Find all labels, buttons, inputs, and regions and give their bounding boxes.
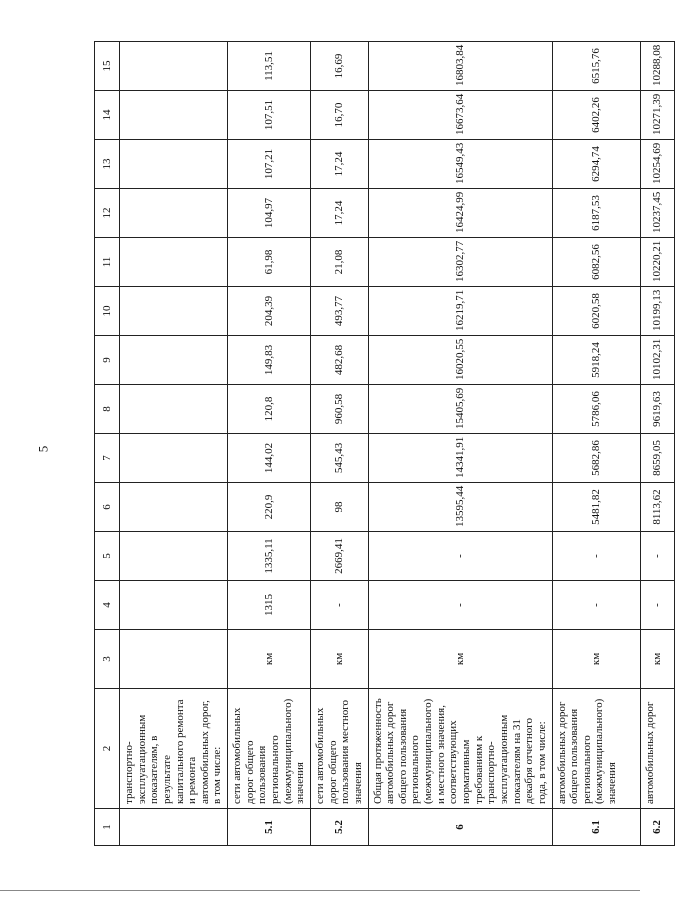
table-cell: 149,83 [228, 336, 311, 385]
table-cell: 5918,24 [552, 336, 640, 385]
column-header: 2 [95, 689, 120, 809]
table-cell [120, 532, 228, 581]
table-cell: 10271,39 [640, 91, 674, 140]
table-cell: км [228, 630, 311, 689]
table-cell [120, 483, 228, 532]
column-header: 10 [95, 287, 120, 336]
table-rotator [94, 42, 663, 846]
table-row [640, 42, 674, 846]
table-cell [120, 581, 228, 630]
table-row [368, 42, 552, 846]
table-row [310, 42, 368, 846]
row-description: Общая протяженность автомобильных дорог общего пользования регионального (межмуниципального) и местного значения, соответствующих нормативным требованиям к транспортно-эксплуатационным показателям на 31 декабря отчетного года, в том числе: [368, 689, 552, 809]
table-cell: 10237,45 [640, 189, 674, 238]
table-cell: км [552, 630, 640, 689]
table-cell: - [640, 532, 674, 581]
row-description: сети автомобильных дорог общего пользования местного значения [310, 689, 368, 809]
column-header: 9 [95, 336, 120, 385]
header-row [95, 42, 120, 846]
table-cell: 5682,86 [552, 434, 640, 483]
table-cell: 16673,64 [368, 91, 552, 140]
table-cell: 16424,99 [368, 189, 552, 238]
table-cell: 10102,31 [640, 336, 674, 385]
table-cell [120, 140, 228, 189]
table-cell: 10199,13 [640, 287, 674, 336]
table-cell: 8113,62 [640, 483, 674, 532]
table-inner [94, 42, 663, 846]
column-header: 3 [95, 630, 120, 689]
table-cell: 120,8 [228, 385, 311, 434]
table-cell [120, 630, 228, 689]
table-cell [120, 336, 228, 385]
row-number: 5.1 [228, 809, 311, 846]
table-cell: 16803,84 [368, 42, 552, 91]
row-description: транспортно-эксплуатационным показателям, в результате капитального ремонта и ремонта автомобильных дорог, в том числе: [120, 689, 228, 809]
row-description: автомобильных дорог общего пользования регионального (межмуниципального) значения [552, 689, 640, 809]
table-cell: 14341,91 [368, 434, 552, 483]
row-number: 5.2 [310, 809, 368, 846]
table-cell [120, 287, 228, 336]
column-header: 11 [95, 238, 120, 287]
table-cell: 6187,53 [552, 189, 640, 238]
table-cell [120, 238, 228, 287]
table-cell: 107,21 [228, 140, 311, 189]
table-cell: 16549,43 [368, 140, 552, 189]
table-cell [120, 42, 228, 91]
row-number: 6 [368, 809, 552, 846]
table-cell: - [552, 581, 640, 630]
table-cell: 16020,55 [368, 336, 552, 385]
table-cell: 61,98 [228, 238, 311, 287]
table-cell: 10288,08 [640, 42, 674, 91]
column-header: 14 [95, 91, 120, 140]
table-cell: 545,43 [310, 434, 368, 483]
column-header: 1 [95, 809, 120, 846]
table-cell: 10254,69 [640, 140, 674, 189]
table-cell: 107,51 [228, 91, 311, 140]
table-cell: 6402,26 [552, 91, 640, 140]
column-header: 13 [95, 140, 120, 189]
row-description: автомобильных дорог [640, 689, 674, 809]
table-cell: 8659,05 [640, 434, 674, 483]
table-cell: 10220,21 [640, 238, 674, 287]
table-cell: - [368, 532, 552, 581]
table-cell: 16,69 [310, 42, 368, 91]
table-cell: 5786,06 [552, 385, 640, 434]
page-bottom-edge [0, 890, 640, 891]
column-header: 6 [95, 483, 120, 532]
table-cell: 960,58 [310, 385, 368, 434]
column-header: 7 [95, 434, 120, 483]
table-cell: км [310, 630, 368, 689]
row-number: 6.1 [552, 809, 640, 846]
table-cell [120, 434, 228, 483]
table-cell: 1335,11 [228, 532, 311, 581]
table-cell: - [368, 581, 552, 630]
table-cell: 16302,77 [368, 238, 552, 287]
table-cell: 16,70 [310, 91, 368, 140]
column-header: 5 [95, 532, 120, 581]
column-header: 8 [95, 385, 120, 434]
table-cell: 493,77 [310, 287, 368, 336]
table-cell [120, 189, 228, 238]
table-cell: - [552, 532, 640, 581]
table-cell: 6515,76 [552, 42, 640, 91]
table-cell: 113,51 [228, 42, 311, 91]
table-cell: 21,08 [310, 238, 368, 287]
table-cell: 1315 [228, 581, 311, 630]
page-number: 5 [35, 445, 51, 453]
table-cell [120, 385, 228, 434]
table-cell: 15405,69 [368, 385, 552, 434]
table-cell [120, 91, 228, 140]
table-cell: 220,9 [228, 483, 311, 532]
table-cell: 204,39 [228, 287, 311, 336]
table-cell: 6082,56 [552, 238, 640, 287]
table-cell: - [310, 581, 368, 630]
data-table [94, 41, 675, 846]
table-cell: 6020,58 [552, 287, 640, 336]
column-header: 4 [95, 581, 120, 630]
table-cell: 6294,74 [552, 140, 640, 189]
table-cell: 482,68 [310, 336, 368, 385]
table-cell: км [368, 630, 552, 689]
table-cell: 16219,71 [368, 287, 552, 336]
table-row [120, 42, 228, 846]
table-cell: - [640, 581, 674, 630]
table-cell: км [640, 630, 674, 689]
table-cell: 144,02 [228, 434, 311, 483]
row-number [120, 809, 228, 846]
table-cell: 2669,41 [310, 532, 368, 581]
table-cell: 98 [310, 483, 368, 532]
table-cell: 104,97 [228, 189, 311, 238]
table-row [228, 42, 311, 846]
table-cell: 5481,82 [552, 483, 640, 532]
table-row [552, 42, 640, 846]
table-cell: 17,24 [310, 140, 368, 189]
row-description: сети автомобильных дорог общего пользования регионального (межмуниципального) значения [228, 689, 311, 809]
row-number: 6.2 [640, 809, 674, 846]
table-cell: 13595,44 [368, 483, 552, 532]
column-header: 12 [95, 189, 120, 238]
table-cell: 17,24 [310, 189, 368, 238]
column-header: 15 [95, 42, 120, 91]
table-cell: 9619,63 [640, 385, 674, 434]
